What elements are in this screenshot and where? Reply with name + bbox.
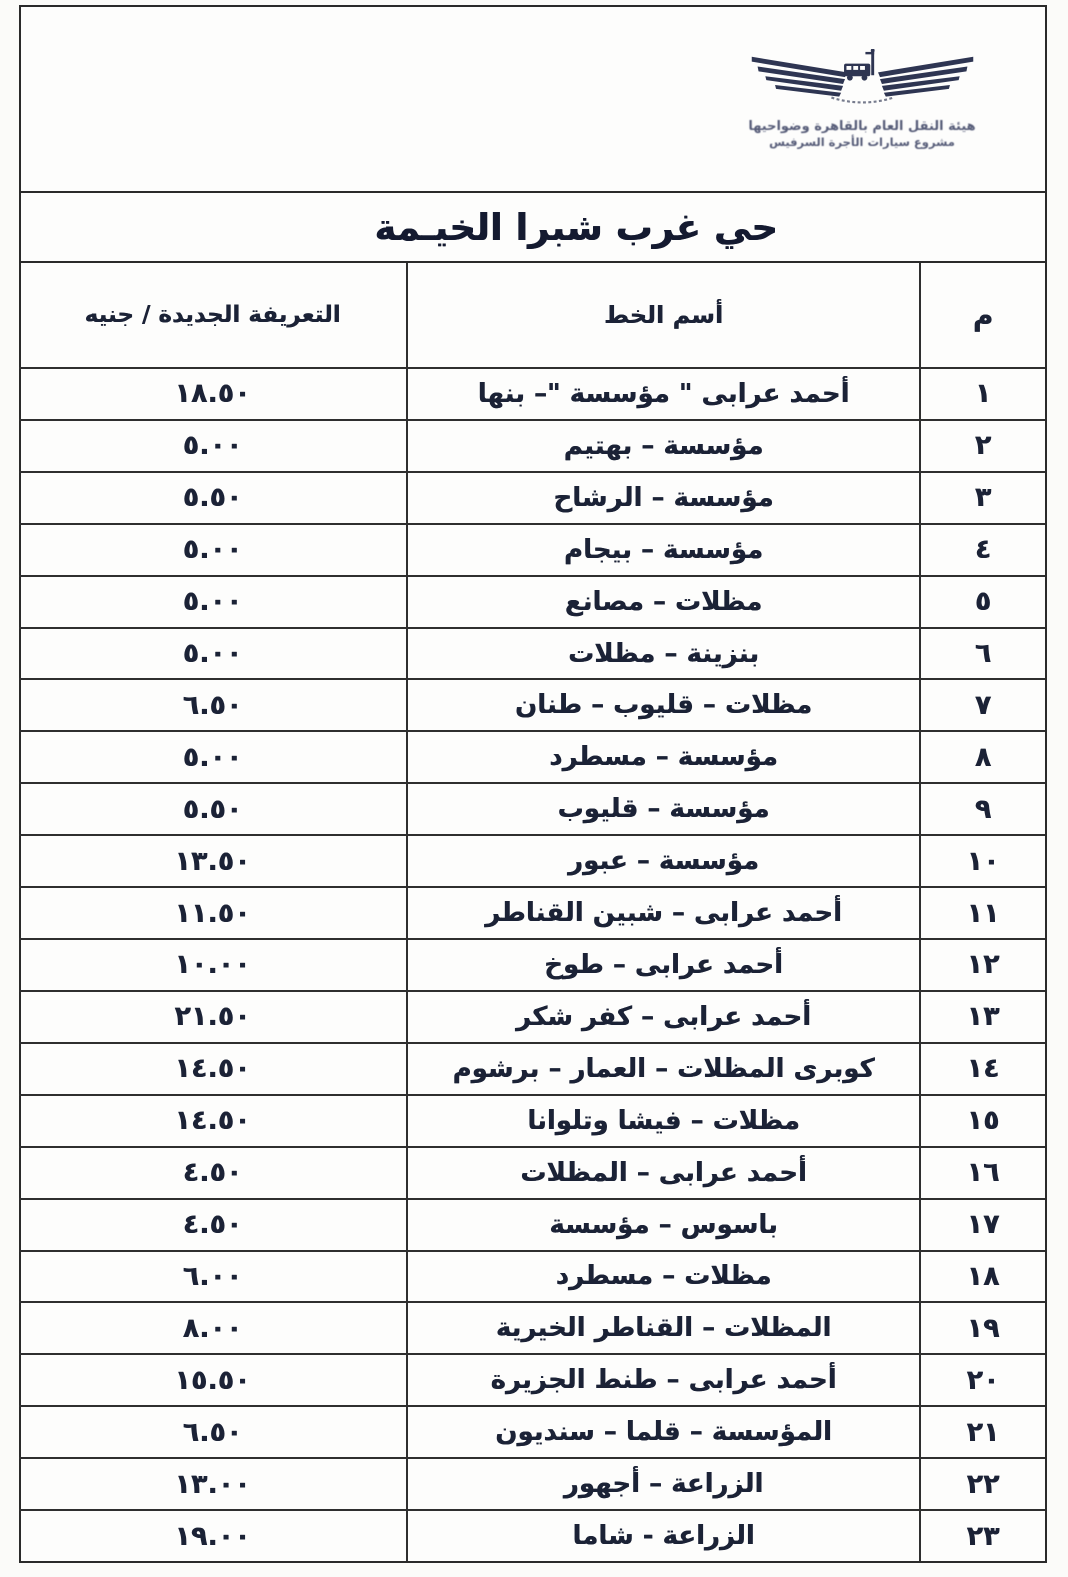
row-line-name: مؤسسة – مسطرد	[408, 730, 921, 782]
row-fare: ١٤.٥٠	[19, 1094, 408, 1146]
row-fare: ٥.٠٠	[19, 627, 408, 679]
row-index: ١٥	[921, 1094, 1045, 1146]
row-line-name: بنزينة – مظلات	[408, 627, 921, 679]
row-line-name: أحمد عرابى – طنط الجزيرة	[408, 1353, 921, 1405]
row-index: ٢١	[921, 1405, 1045, 1457]
row-index: ١٦	[921, 1146, 1045, 1198]
row-fare: ١٣.٠٠	[19, 1457, 408, 1509]
row-index: ٤	[921, 523, 1045, 575]
row-index: ١٣	[921, 990, 1045, 1042]
row-line-name: أحمد عرابى – كفر شكر	[408, 990, 921, 1042]
row-line-name: باسوس – مؤسسة	[408, 1198, 921, 1250]
document-border-frame	[19, 5, 1047, 1563]
row-line-name: أحمد عرابى – شبين القناطر	[408, 886, 921, 938]
row-index: ٢٢	[921, 1457, 1045, 1509]
row-line-name: مؤسسة – الرشاح	[408, 471, 921, 523]
row-index: ٢٣	[921, 1509, 1045, 1561]
row-fare: ٤.٥٠	[19, 1198, 408, 1250]
column-header-index: م	[972, 298, 994, 332]
row-fare: ١٩.٠٠	[19, 1509, 408, 1561]
row-fare: ١٤.٥٠	[19, 1042, 408, 1094]
row-index: ١٩	[921, 1301, 1045, 1353]
document-title: حي غرب شبرا الخيـمة	[374, 205, 778, 249]
row-index: ٦	[921, 627, 1045, 679]
row-index: ٢	[921, 419, 1045, 471]
winged-wheel-icon	[745, 49, 980, 117]
row-fare: ٤.٥٠	[19, 1146, 408, 1198]
title-band	[21, 193, 1045, 263]
row-fare: ١٠.٠٠	[19, 938, 408, 990]
row-line-name: مؤسسة – بهتيم	[408, 419, 921, 471]
row-index: ١٢	[921, 938, 1045, 990]
row-fare: ١٥.٥٠	[19, 1353, 408, 1405]
row-index: ٢٠	[921, 1353, 1045, 1405]
row-index: ١٤	[921, 1042, 1045, 1094]
row-fare: ١٣.٥٠	[19, 834, 408, 886]
row-fare: ٥.٥٠	[19, 471, 408, 523]
transport-authority-logo	[727, 49, 997, 150]
row-line-name: الزراعة - شاما	[408, 1509, 921, 1561]
row-line-name: المؤسسة – قلما – سنديون	[408, 1405, 921, 1457]
row-fare: ٨.٠٠	[19, 1301, 408, 1353]
row-line-name: مؤسسة – قليوب	[408, 782, 921, 834]
row-line-name: مظلات – قليوب – طنان	[408, 678, 921, 730]
row-index: ١٧	[921, 1198, 1045, 1250]
row-index: ٧	[921, 678, 1045, 730]
row-index: ٨	[921, 730, 1045, 782]
row-line-name: أحمد عرابى " مؤسسة "– بنها	[408, 367, 921, 419]
row-line-name: كوبرى المظلات – العمار – برشوم	[408, 1042, 921, 1094]
column-header-line-name: أسم الخط	[408, 263, 921, 367]
row-fare: ٥.٠٠	[19, 575, 408, 627]
row-fare: ٦.٥٠	[19, 1405, 408, 1457]
document-header	[21, 7, 1045, 193]
row-fare: ٦.٥٠	[19, 678, 408, 730]
row-fare: ٦.٠٠	[19, 1250, 408, 1302]
row-index: ٩	[921, 782, 1045, 834]
fare-table	[21, 263, 1045, 1561]
row-fare: ٥.٠٠	[19, 730, 408, 782]
organization-subtitle: مشروع سيارات الأجرة السرفيس	[769, 135, 955, 150]
row-index: ٥	[921, 575, 1045, 627]
organization-name: هيئة النقل العام بالقاهرة وضواحيها	[748, 119, 976, 134]
row-index: ١١	[921, 886, 1045, 938]
row-line-name: مؤسسة – بيجام	[408, 523, 921, 575]
row-line-name: مظلات – فيشا وتلوانا	[408, 1094, 921, 1146]
row-line-name: مؤسسة – عبور	[408, 834, 921, 886]
row-line-name: الزراعة – أجهور	[408, 1457, 921, 1509]
row-fare: ١٨.٥٠	[19, 367, 408, 419]
row-index: ١٠	[921, 834, 1045, 886]
row-line-name: مظلات – مسطرد	[408, 1250, 921, 1302]
row-index: ١	[921, 367, 1045, 419]
row-line-name: المظلات – القناطر الخيرية	[408, 1301, 921, 1353]
row-index: ١٨	[921, 1250, 1045, 1302]
row-fare: ١١.٥٠	[19, 886, 408, 938]
row-fare: ٥.٠٠	[19, 523, 408, 575]
row-fare: ٥.٠٠	[19, 419, 408, 471]
row-line-name: أحمد عرابى – المظلات	[408, 1146, 921, 1198]
row-index: ٣	[921, 471, 1045, 523]
column-header-fare: التعريفة الجديدة / جنيه	[19, 263, 408, 367]
row-fare: ٥.٥٠	[19, 782, 408, 834]
row-fare: ٢١.٥٠	[19, 990, 408, 1042]
row-line-name: مظلات – مصانع	[408, 575, 921, 627]
row-line-name: أحمد عرابى – طوخ	[408, 938, 921, 990]
